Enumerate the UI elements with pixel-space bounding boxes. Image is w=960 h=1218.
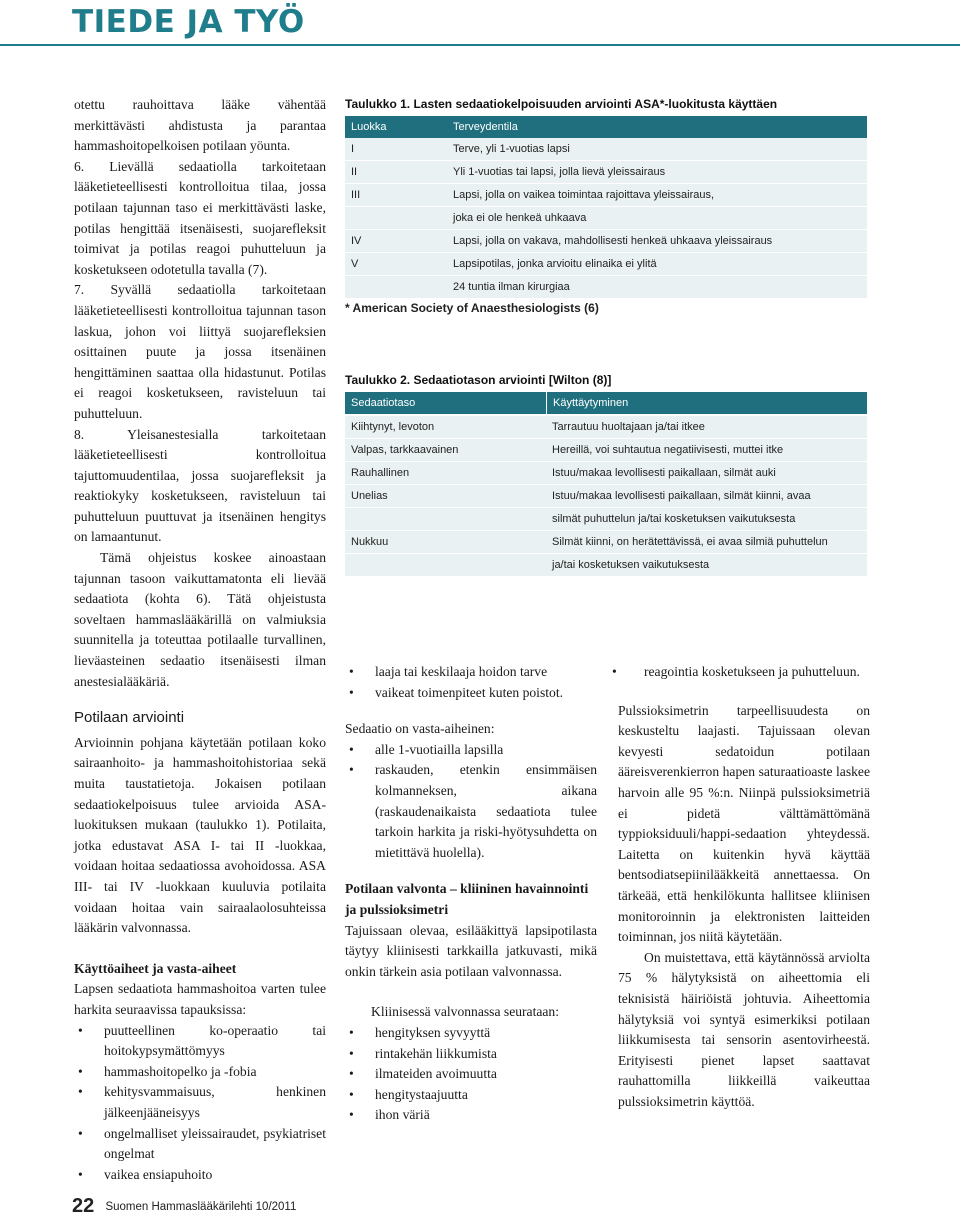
column-right [618, 662, 870, 1112]
table-cell: Kiihtynyt, levoton [351, 421, 435, 433]
paragraph: Pulssioksimetrin tarpeellisuudesta on keskusteltu laajasti. Tajuissaan olevan kevyesti sedatoidun potilaan ääreisverenkierron hapen saturaatioaste laskee harvoin alle 95 %:n. Niinpä pulssioksimetriä ei pidetä välttämättömänä typpioksiduuli/happi-sedaation yhteydessä. Laitetta on kuitenkin hyvä käyttää bentsodiatsepiinilääkkeitä annettaessa. On tärkeää, että henkilökunta hallitsee kliinisen monitoroinnin ja elektronisten laitteiden toiminnan, jos niitä käytetään. [618, 702, 870, 945]
table-cell: I [351, 143, 355, 155]
table-row [345, 485, 867, 508]
table-row [345, 462, 867, 485]
column-header: Luokka [351, 121, 387, 133]
paragraph: Sedaatio on vasta-aiheinen: [345, 721, 495, 737]
table-cell: Nukkuu [351, 536, 389, 548]
list-item: • vaikeat toimenpiteet kuten poistot. [345, 683, 597, 704]
table-row [345, 230, 867, 253]
table-row [345, 508, 867, 531]
header-rule [0, 44, 960, 46]
table-row [345, 531, 867, 554]
table-title: Taulukko 2. Sedaatiotason arviointi [Wilton (8)] [345, 373, 612, 387]
table-cell: silmät puhuttelun ja/tai kosketuksen vaikutuksesta [552, 513, 796, 525]
table-row [345, 439, 867, 462]
bullet-list [588, 662, 870, 683]
column-header: Terveydentila [453, 121, 518, 133]
table-header [345, 392, 867, 414]
table-row [345, 161, 867, 184]
page-number: 22 [72, 1195, 95, 1217]
list-item: • hengityksen syvyyttä [345, 1023, 597, 1044]
list-item: • ihon väriä [345, 1105, 597, 1126]
bullet-list [345, 1023, 597, 1126]
table-cell: IV [351, 235, 362, 247]
table-cell: Rauhallinen [351, 467, 410, 479]
list-item: • raskauden, etenkin ensimmäisen kolmanneksen, aikana (raskaudenaikaista sedaatiota tulee tarkoin harkita ja riski-hyötysuhdetta on mietittävä huolella). [345, 760, 597, 863]
table-asa [345, 116, 867, 315]
table-cell [345, 276, 447, 298]
paragraph: Arvioinnin pohjana käytetään potilaan koko sairaanhoito- ja hammashoitohistoriaa sekä muita taustatietoja. Jokaisen potilaan sedaatiokelpoisuus tulee arvioida ASA-luokituksen mukaan (taulukko 1). Potilaita, jotka edustavat ASA I- tai II -luokkaa, voidaan hoitaa sedaatiossa avohoidossa. ASA III- tai IV -luokkaan kuuluvia potilaita voidaan hoitaa vain sairaalaolosuhteissa lääkärin valvonnassa. [74, 734, 326, 936]
table-cell: V [351, 258, 359, 270]
column-header: Käyttäytyminen [546, 392, 867, 414]
section-heading: Potilaan valvonta – kliininen havainnointi ja pulssioksimetri [345, 881, 589, 917]
paragraph: Kliinisessä valvonnassa seurataan: [371, 1004, 559, 1020]
table-cell: II [351, 166, 358, 178]
table-cell [345, 508, 546, 530]
table-row [345, 207, 867, 230]
table-cell: Terve, yli 1-vuotias lapsi [453, 143, 570, 155]
list-item: • reagointia kosketukseen ja puhutteluun. [588, 662, 870, 683]
table-footnote: * American Society of Anaesthesiologists (6) [345, 301, 599, 315]
table-cell: Silmät kiinni, on herätettävissä, ei avaa silmiä puhuttelun [552, 536, 828, 548]
page-footer [72, 1195, 296, 1218]
section-heading: Käyttöaiheet ja vasta-aiheet [74, 960, 237, 976]
table-row [345, 416, 867, 439]
table-sedation [345, 392, 867, 577]
list-item: • alle 1-vuotiailla lapsilla [345, 740, 597, 761]
paragraph: 6. Lievällä sedaatiolla tarkoitetaan lääketieteellisesti kontrolloitua tilaa, jossa potilaan tajunnan taso ei merkittävästi laske, potilas hengittää itsenäisesti, suojarefleksit toimivat ja potilas reagoi puhutteluun ja kosketukseen odotetulla tavalla (7). [74, 158, 326, 277]
table-row [345, 253, 867, 276]
paragraph: Tajuissaan olevaa, esilääkittyä lapsipotilasta täytyy kliinisesti tarkkailla jatkuvasti, mikä onkin tärkein asia potilaan valvonnassa. [345, 922, 597, 979]
table-cell: Lapsi, jolla on vaikea toimintaa rajoittava yleissairaus, [453, 189, 715, 201]
paragraph: 7. Syvällä sedaatiolla tarkoitetaan lääketieteellisesti kontrolloitua tajunnan tason laskua, johon voi liittyä suojarefleksien osittainen puute ja jossa itsenäinen hengittäminen saattaa olla hidastunut. Potilas ei reagoi kosketukseen, ravisteluun tai puhutteluun. [74, 282, 326, 421]
table-cell: III [351, 189, 361, 201]
table-cell [345, 207, 447, 229]
table-cell: Unelias [351, 490, 388, 502]
table-header [345, 116, 867, 138]
list-item: • vaikea ensiapuhoito [74, 1165, 326, 1186]
table-row [345, 184, 867, 207]
table-cell [345, 554, 546, 576]
list-item: • ilmateiden avoimuutta [345, 1064, 597, 1085]
paragraph: On muistettava, että käytännössä arviolta 75 % hälytyksistä on aiheettomia eli teknisistä häiriöistä johtuvia. Aiheettomia hälytyksiä voi syntyä esimerkiksi potilaan liikkumisesta tai sensorin asentovirheestä. Erityisesti pienet lapset saattavat rauhattomilla liikkeillä vaikeuttaa pulssioksimetrin käyttöä. [618, 949, 870, 1109]
table-cell: Yli 1-vuotias tai lapsi, jolla lievä yleissairaus [453, 166, 666, 178]
table-row [345, 276, 867, 299]
table-cell: Istuu/makaa levollisesti paikallaan, silmät kiinni, avaa [552, 490, 811, 502]
bullet-list [345, 662, 597, 703]
section-title: TIEDE JA TYÖ [72, 4, 305, 40]
list-item: • hengitystaajuutta [345, 1085, 597, 1106]
paragraph: Tämä ohjeistus koskee ainoastaan tajunnan tasoon vaikuttamatonta eli lievää sedaatiota (kohta 6). Tätä ohjeistusta soveltaen hammaslääkärillä on valmiuksia suunnitella ja toteuttaa potilaalle turvallinen, lieväasteinen sedaatio itsenäisesti ilman anestesialääkäriä. [74, 550, 326, 689]
table-cell: Lapsi, jolla on vakava, mahdollisesti henkeä uhkaava yleissairaus [453, 235, 773, 247]
bullet-list [74, 1021, 326, 1186]
table-cell: ja/tai kosketuksen vaikutuksesta [552, 559, 710, 571]
paragraph: otettu rauhoittava lääke vähentää merkittävästi ahdistusta ja parantaa hammashoitopelkoisen potilaan yöunta. [74, 97, 326, 154]
table-cell: Valpas, tarkkaavainen [351, 444, 459, 456]
column-left [74, 95, 326, 1185]
paragraph: Lapsen sedaatiota hammashoitoa varten tulee harkita seuraavissa tapauksissa: [74, 981, 326, 1017]
paragraph: 8. Yleisanestesialla tarkoitetaan lääketieteellisesti kontrolloitua tajuttomuudentilaa, jossa suojarefleksit ja reaktiokyky kosketukseen, ravisteluun tai puhutteluun puuttuvat ja itsenäinen hengitys on lamaantunut. [74, 426, 326, 545]
journal-name: Suomen Hammaslääkärilehti 10/2011 [105, 1201, 297, 1213]
table-cell: joka ei ole henkeä uhkaava [453, 212, 587, 224]
section-heading: Potilaan arviointi [74, 709, 185, 727]
list-item: • ongelmalliset yleissairaudet, psykiatriset ongelmat [74, 1124, 326, 1165]
column-middle [345, 662, 597, 1126]
list-item: • laaja tai keskilaaja hoidon tarve [345, 662, 597, 683]
table-title: Taulukko 1. Lasten sedaatiokelpoisuuden arviointi ASA*-luokitusta käyttäen [345, 97, 778, 111]
table-row [345, 138, 867, 161]
table-cell: Tarrautuu huoltajaan ja/tai itkee [552, 421, 705, 433]
list-item: • hammashoitopelko ja -fobia [74, 1062, 326, 1083]
bullet-list [345, 740, 597, 864]
table-cell: Lapsipotilas, jonka arvioitu elinaika ei ylitä [453, 258, 657, 270]
column-header: Sedaatiotaso [351, 397, 416, 409]
list-item: • kehitysvammaisuus, henkinen jälkeenjääneisyys [74, 1082, 326, 1123]
list-item: • puutteellinen ko-operaatio tai hoitokypsymättömyys [74, 1021, 326, 1062]
table-cell: Hereillä, voi suhtautua negatiivisesti, muttei itke [552, 444, 784, 456]
table-row [345, 554, 867, 577]
table-cell: Istuu/makaa levollisesti paikallaan, silmät auki [552, 467, 776, 479]
table-cell: 24 tuntia ilman kirurgiaa [453, 281, 570, 293]
list-item: • rintakehän liikkumista [345, 1044, 597, 1065]
